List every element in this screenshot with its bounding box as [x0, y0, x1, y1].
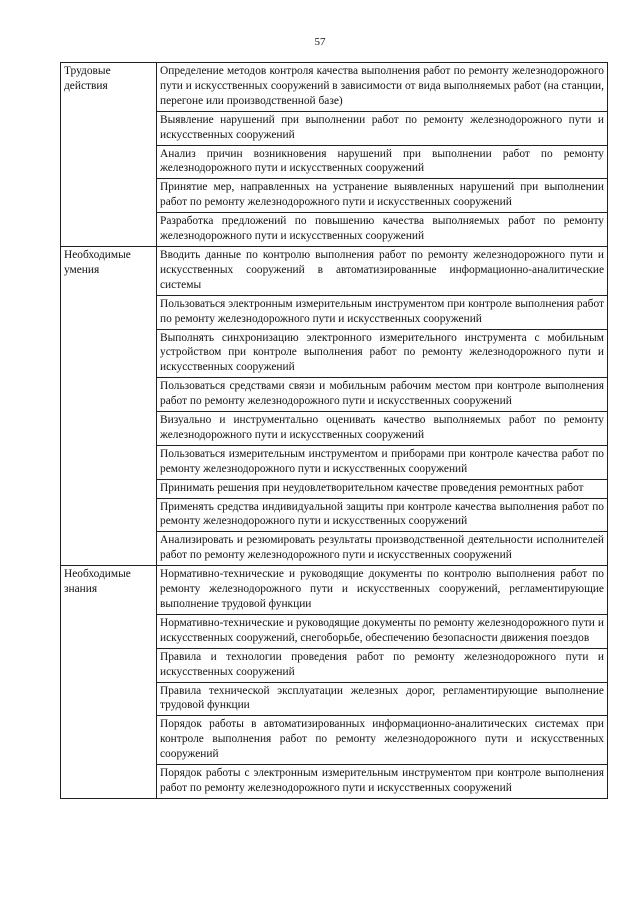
section-item: Выявление нарушений при выполнении работ по ремонту железнодорожного пути и искусственных сооружений — [157, 111, 608, 145]
section-item: Анализировать и резюмировать результаты производственной деятельности исполнителей работ по ремонту железнодорожного пути и искусственных сооружений — [157, 532, 608, 566]
section-item: Выполнять синхронизацию электронного измерительного инструмента с мобильным устройством при контроле выполнения работ по ремонту железнодорожного пути и искусственных сооружений — [157, 329, 608, 378]
section-item: Правила технической эксплуатации железных дорог, регламентирующие выполнение трудовой функции — [157, 682, 608, 716]
section-label: Необходимые умения — [61, 246, 157, 565]
table-body — [61, 63, 608, 799]
table-row — [61, 246, 608, 295]
table-row — [61, 63, 608, 112]
section-item: Порядок работы с электронным измерительным инструментом при контроле выполнения работ по ремонту железнодорожного пути и искусственных сооружений — [157, 765, 608, 799]
section-item: Применять средства индивидуальной защиты при контроле качества выполнения работ по ремонту железнодорожного пути и искусственных сооружений — [157, 498, 608, 532]
section-item: Определение методов контроля качества выполнения работ по ремонту железнодорожного пути и искусственных сооружений в зависимости от вида выполняемых работ (на станции, перегоне или производственной базе) — [157, 63, 608, 112]
section-item: Правила и технологии проведения работ по ремонту железнодорожного пути и искусственных сооружений — [157, 648, 608, 682]
page-number: 57 — [314, 36, 326, 48]
section-item: Визуально и инструментально оценивать качество выполняемых работ по ремонту железнодорожного пути и искусственных сооружений — [157, 412, 608, 446]
table-row — [61, 566, 608, 615]
section-item: Вводить данные по контролю выполнения работ по ремонту железнодорожного пути и искусственных сооружений в автоматизированные информационно-аналитические системы — [157, 246, 608, 295]
section-item: Порядок работы в автоматизированных информационно-аналитических системах при контроле выполнения работ по ремонту железнодорожного пути и искусственных сооружений — [157, 716, 608, 765]
section-item: Нормативно-технические и руководящие документы по контролю выполнения работ по ремонту железнодорожного пути и искусственных сооружений, регламентирующие выполнение трудовой функции — [157, 566, 608, 615]
requirements-table — [60, 62, 608, 799]
section-item: Нормативно-технические и руководящие документы по ремонту железнодорожного пути и искусственных сооружений, снегоборьбе, обеспечению безопасности движения поездов — [157, 614, 608, 648]
section-item: Принимать решения при неудовлетворительном качестве проведения ремонтных работ — [157, 479, 608, 498]
section-item: Анализ причин возникновения нарушений при выполнении работ по ремонту железнодорожного пути и искусственных сооружений — [157, 145, 608, 179]
section-item: Разработка предложений по повышению качества выполняемых работ по ремонту железнодорожного пути и искусственных сооружений — [157, 213, 608, 247]
section-item: Пользоваться средствами связи и мобильным рабочим местом при контроле выполнения работ по ремонту железнодорожного пути и искусственных сооружений — [157, 378, 608, 412]
section-label: Трудовые действия — [61, 63, 157, 247]
section-item: Принятие мер, направленных на устранение выявленных нарушений при выполнении работ по ремонту железнодорожного пути и искусственных сооружений — [157, 179, 608, 213]
section-item: Пользоваться измерительным инструментом и приборами при контроле качества работ по ремонту железнодорожного пути и искусственных сооружений — [157, 445, 608, 479]
section-label: Необходимые знания — [61, 566, 157, 799]
section-item: Пользоваться электронным измерительным инструментом при контроле выполнения работ по ремонту железнодорожного пути и искусственных сооружений — [157, 295, 608, 329]
